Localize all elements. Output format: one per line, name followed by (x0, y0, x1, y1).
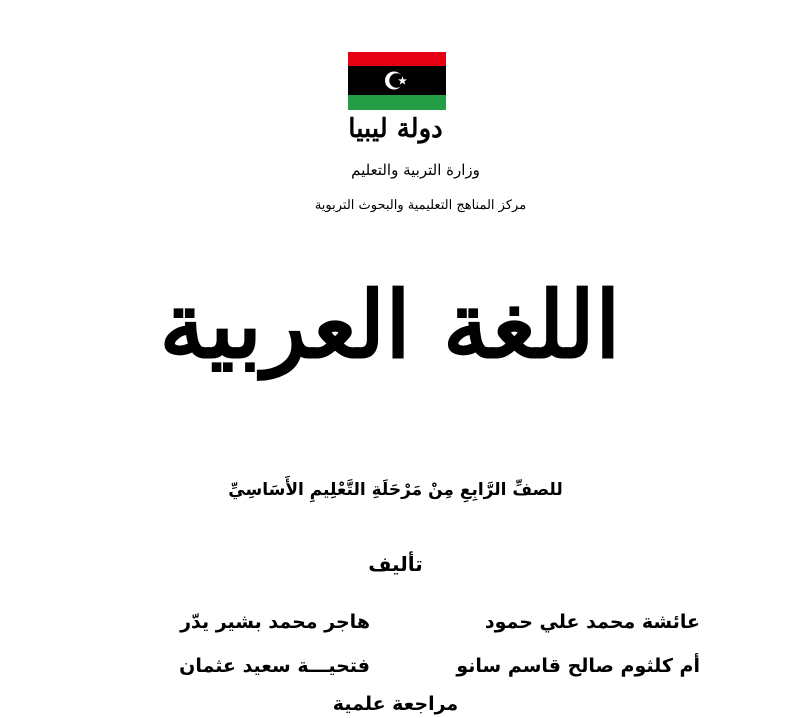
authors-row (100, 600, 700, 644)
flag-green-stripe (348, 95, 446, 110)
author-name: عائشة محمد علي حمود (484, 611, 700, 633)
book-title-calligraphy (140, 255, 640, 405)
book-title: اللغة العربية (159, 271, 621, 379)
authors-list (100, 600, 700, 688)
flag-black-stripe (348, 66, 446, 95)
scientific-review-heading: مراجعة علمية (332, 693, 459, 715)
author-name: أم كلثوم صالح قاسم سانو (456, 655, 700, 677)
grade-subtitle: للصفِّ الرَّابِعِ مِنْ مَرْحَلَةِ التَّعْلِيمِ الأَسَاسِيِّ (228, 480, 563, 500)
curriculum-center-name: مركز المناهج التعليمية والبحوث التربوية (314, 198, 527, 213)
author-name: فتحيـــة سعيد عثمان (179, 655, 370, 677)
flag-red-stripe (348, 52, 446, 66)
ministry-name: وزارة التربية والتعليم (351, 161, 480, 179)
author-name: هاجر محمد بشير يدّر (180, 611, 370, 633)
authors-row (100, 644, 700, 688)
authoring-heading: تأليف (368, 552, 423, 576)
crescent-star-icon (348, 66, 446, 95)
libya-flag-icon (348, 52, 446, 110)
state-name: دولة ليبيا (348, 114, 443, 144)
